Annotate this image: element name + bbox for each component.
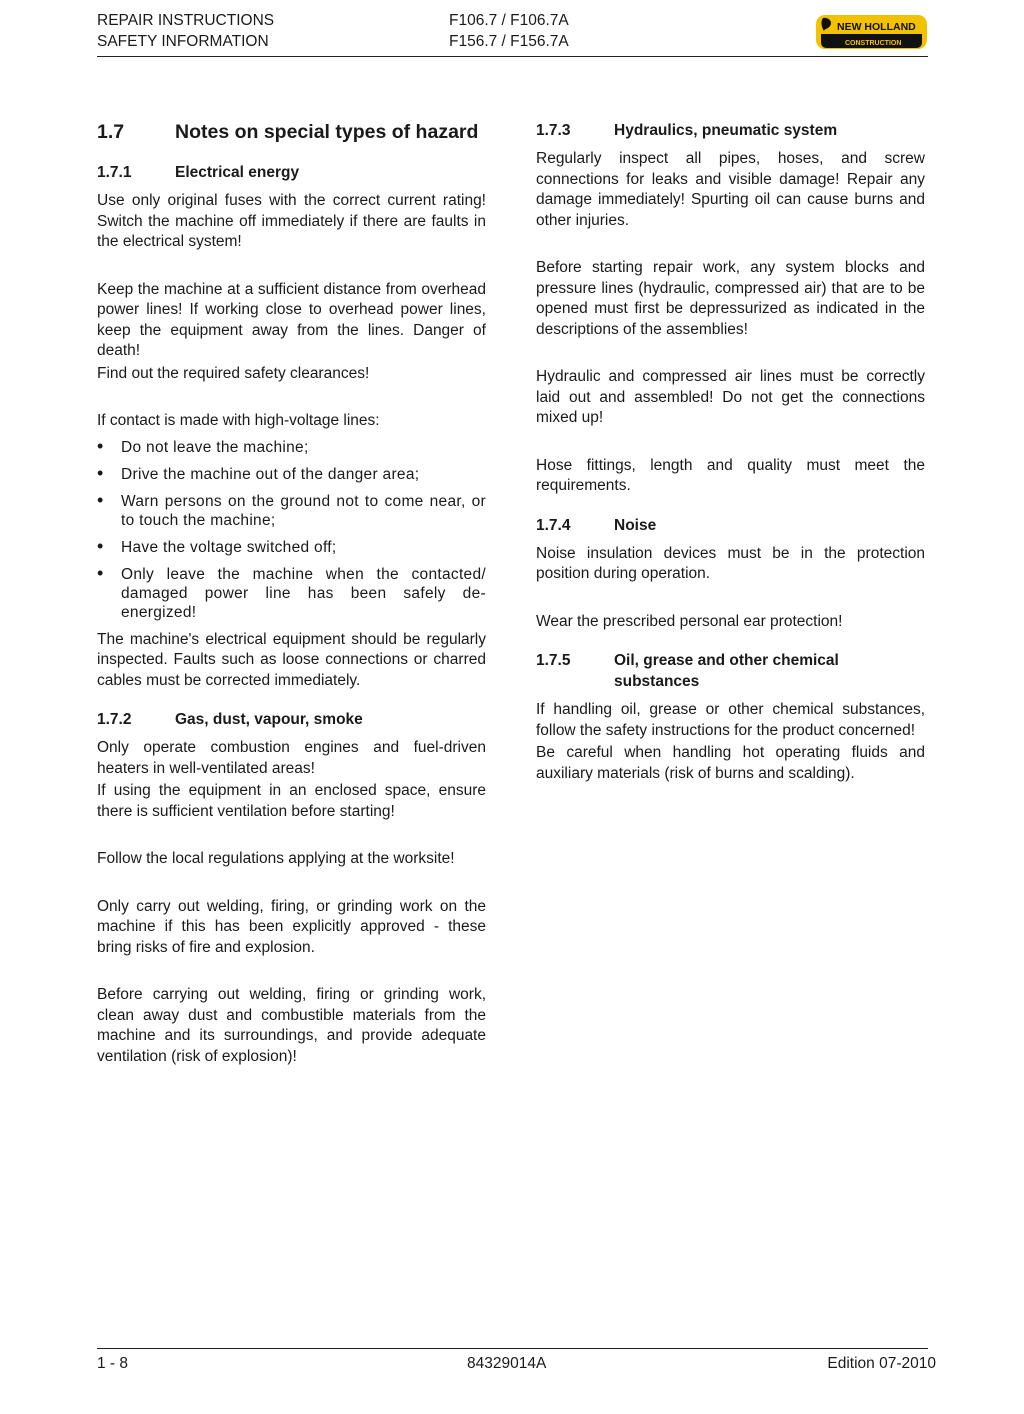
list-item: • Warn persons on the ground not to come near, or to touch the machine;	[97, 489, 486, 529]
subsection-title: Electrical energy	[175, 164, 300, 181]
logo-division-text: CONSTRUCTION	[845, 40, 902, 47]
header-doc-type: REPAIR INSTRUCTIONS	[97, 12, 275, 29]
section-heading	[97, 120, 486, 144]
subsection-heading-electrical	[97, 162, 486, 183]
subsection-title: Oil, grease and other chemical substances	[614, 652, 839, 690]
subsection-heading-gas	[97, 709, 486, 730]
paragraph: Before starting repair work, any system blocks and pressure lines (hydraulic, compressed air) that are to be opened must first be depressurized as indicated in the descriptions of the assemblies!	[536, 259, 925, 338]
paragraph: Find out the required safety clearances!	[97, 364, 370, 382]
bullet-icon: •	[97, 535, 104, 556]
edition-label: Edition 07-2010	[827, 1355, 936, 1372]
paragraph: Be careful when handling hot operating fluids and auxiliary materials (risk of burns and scalding).	[536, 744, 925, 782]
header-chapter: SAFETY INFORMATION	[97, 33, 269, 50]
section-title: Notes on special types of hazard	[175, 121, 479, 143]
paragraph: Follow the local regulations applying at the worksite!	[97, 850, 455, 867]
logo-brand-text: NEW HOLLAND	[837, 21, 916, 33]
paragraph: Hose fittings, length and quality must meet the requirements.	[536, 456, 925, 494]
subsection-title: Gas, dust, vapour, smoke	[175, 711, 363, 728]
subsection-heading-noise	[536, 515, 925, 536]
page-footer	[97, 1348, 936, 1372]
paragraph: Keep the machine at a sufficient distance from overhead power lines! If working close to overhead power lines, keep the equipment away from the lines. Danger of death!	[97, 280, 486, 359]
header-models-line2: F156.7 / F156.7A	[449, 33, 569, 50]
list-item: • Do not leave the machine;	[97, 435, 309, 456]
paragraph: If handling oil, grease or other chemical substances, follow the safety instructions for the product concerned!	[536, 701, 925, 739]
header-models-line1: F106.7 / F106.7A	[449, 12, 569, 29]
subsection-number: 1.7.2	[97, 711, 132, 728]
subsection-title: Noise	[614, 516, 657, 534]
bullet-list	[97, 435, 486, 622]
list-item: • Have the voltage switched off;	[97, 535, 337, 556]
paragraph: Regularly inspect all pipes, hoses, and screw connections for leaks and visible damage! Repair any damage immediately! Spurting oil can cause burns and other injuries.	[536, 150, 925, 229]
subsection-number: 1.7.1	[97, 164, 132, 181]
new-holland-logo	[815, 14, 928, 50]
page-header	[97, 10, 928, 57]
paragraph: Noise insulation devices must be in the protection position during operation.	[536, 544, 925, 582]
left-column	[97, 120, 486, 1067]
bullet-icon: •	[97, 462, 104, 483]
bullet-icon: •	[97, 489, 104, 510]
paragraph: Wear the prescribed personal ear protection!	[536, 612, 843, 630]
paragraph: The machine's electrical equipment should be regularly inspected. Faults such as loose connections or charred cables must be corrected immediately.	[97, 630, 486, 689]
subsection-number: 1.7.5	[536, 652, 571, 669]
bullet-icon: •	[97, 435, 104, 456]
subsection-heading-hydraulics	[536, 120, 925, 141]
section-number: 1.7	[97, 121, 125, 143]
paragraph: Only carry out welding, firing, or grinding work on the machine if this has been explicitly approved - these bring risks of fire and explosion.	[97, 897, 486, 956]
paragraph: If contact is made with high-voltage lines:	[97, 412, 380, 429]
paragraph: Before carrying out welding, firing or grinding work, clean away dust and combustible materials from the machine and its surroundings, and provide adequate ventilation (risk of explosion)!	[97, 986, 486, 1065]
paragraph: Hydraulic and compressed air lines must be correctly laid out and assembled! Do not get the connections mixed up!	[536, 368, 925, 426]
subsection-heading-chemicals	[536, 650, 925, 692]
paragraph: Use only original fuses with the correct current rating! Switch the machine off immediately if there are faults in the electrical system!	[97, 192, 486, 250]
document-number: 84329014A	[467, 1355, 547, 1372]
subsection-title: Hydraulics, pneumatic system	[614, 122, 838, 139]
list-item: • Only leave the machine when the contacted/ damaged power line has been safely de-energized!	[97, 562, 486, 621]
subsection-number: 1.7.4	[536, 516, 571, 534]
list-item: • Drive the machine out of the danger area;	[97, 462, 420, 483]
subsection-number: 1.7.3	[536, 122, 571, 139]
right-column	[536, 120, 925, 784]
page-number: 1 - 8	[97, 1355, 129, 1372]
paragraph: If using the equipment in an enclosed space, ensure there is sufficient ventilation before starting!	[97, 782, 486, 820]
bullet-icon: •	[97, 562, 104, 583]
paragraph: Only operate combustion engines and fuel-driven heaters in well-ventilated areas!	[97, 739, 486, 777]
